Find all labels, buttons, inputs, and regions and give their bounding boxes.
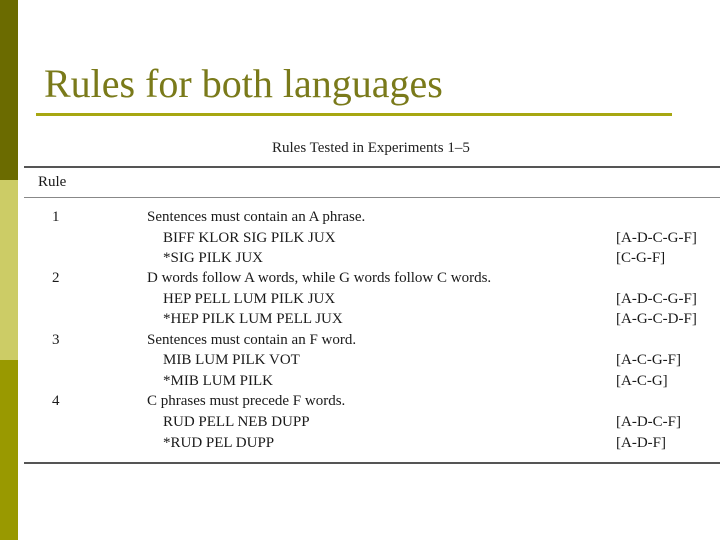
rule-number: 3 (52, 332, 60, 348)
example-sentence: *SIG PILK JUX (163, 250, 264, 266)
rule-statement: C phrases must precede F words. (147, 393, 346, 409)
example-sentence: *MIB LUM PILK (163, 373, 274, 389)
slide-title: Rules for both languages (44, 61, 443, 106)
sidebar-accent (0, 0, 18, 540)
rule-number: 4 (52, 393, 60, 409)
title-underline (36, 113, 672, 116)
example-structure: [C-G-F] (616, 250, 666, 266)
example-structure: [A-C-G] (616, 373, 668, 389)
sidebar-block-olive (0, 360, 18, 540)
example-structure: [A-D-C-F] (616, 414, 681, 430)
example-sentence: HEP PELL LUM PILK JUX (163, 291, 336, 307)
rule-number: 2 (52, 270, 60, 286)
sidebar-block-dark (0, 0, 18, 180)
example-structure: [A-D-C-G-F] (616, 291, 697, 307)
example-sentence: *RUD PEL DUPP (163, 435, 275, 451)
table-header-border (24, 197, 720, 198)
rule-statement: Sentences must contain an A phrase. (147, 209, 366, 225)
example-sentence: MIB LUM PILK VOT (163, 352, 300, 368)
example-structure: [A-G-C-D-F] (616, 311, 697, 327)
sidebar-block-light (0, 180, 18, 360)
rule-statement: D words follow A words, while G words follow C words. (147, 270, 492, 286)
column-header-rule: Rule (38, 174, 67, 190)
rule-number: 1 (52, 209, 60, 225)
example-sentence: BIFF KLOR SIG PILK JUX (163, 230, 336, 246)
table-caption: Rules Tested in Experiments 1–5 (272, 140, 470, 156)
table-bottom-border (24, 462, 720, 464)
rule-statement: Sentences must contain an F word. (147, 332, 357, 348)
example-sentence: *HEP PILK LUM PELL JUX (163, 311, 343, 327)
table-top-border (24, 166, 720, 168)
example-sentence: RUD PELL NEB DUPP (163, 414, 310, 430)
example-structure: [A-D-F] (616, 435, 666, 451)
example-structure: [A-D-C-G-F] (616, 230, 697, 246)
example-structure: [A-C-G-F] (616, 352, 681, 368)
